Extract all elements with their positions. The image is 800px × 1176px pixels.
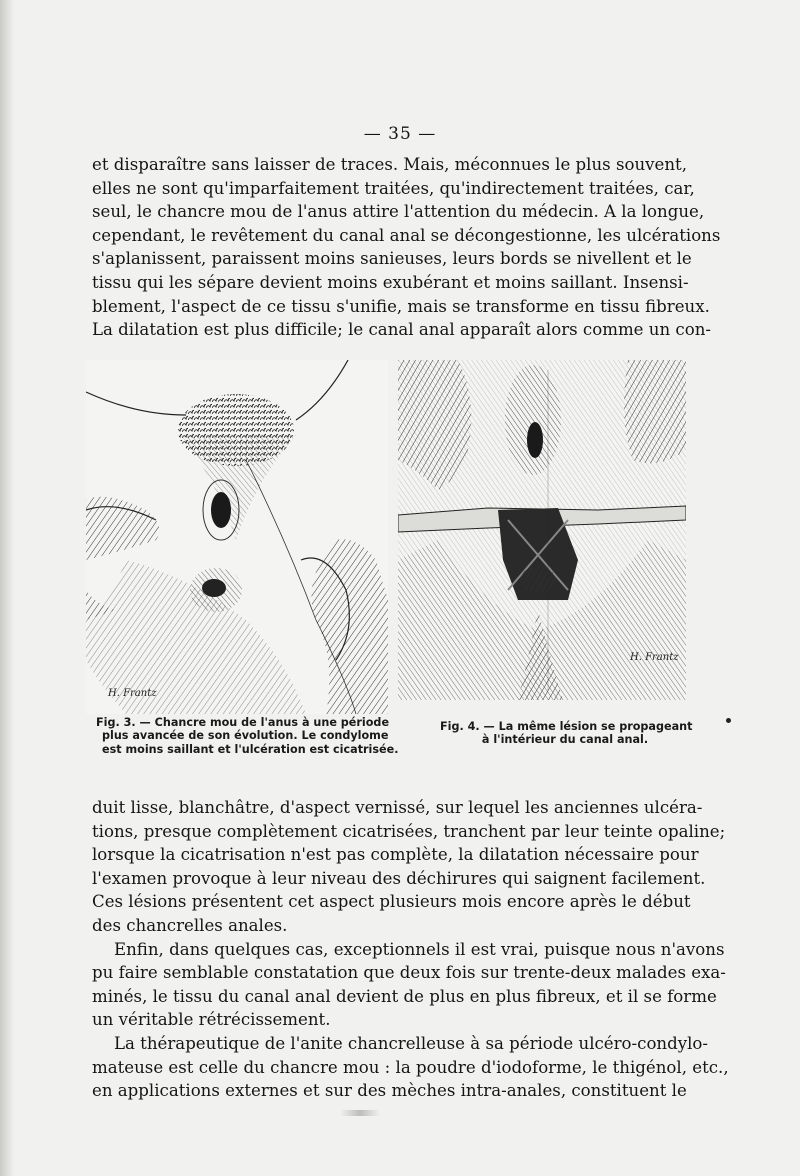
text-line: cependant, le revêtement du canal anal se décongestionne, les ulcérations (92, 225, 721, 245)
text-line: blement, l'aspect de ce tissu s'unifie, mais se transforme en tissu fibreux. (92, 296, 710, 316)
text-line: duit lisse, blanchâtre, d'aspect vernissé, sur lequel les anciennes ulcéra- (92, 798, 703, 817)
text-line: pu faire semblable constatation que deux fois sur trente-deux malades exa- (92, 963, 726, 983)
text-line: lorsque la cicatrisation n'est pas complète, la dilatation nécessaire pour (92, 845, 699, 865)
text-line: minés, le tissu du canal anal devient de plus en plus fibreux, et il se forme (92, 986, 717, 1006)
caption-line: à l'intérieur du canal anal. (481, 733, 649, 747)
text-line: elles ne sont qu'imparfaitement traitées, qu'indirectement traitées, car, (92, 178, 695, 198)
text-line: tissu qui les sépare devient moins exubérant et moins saillant. Insensi- (92, 272, 689, 292)
text-line: et disparaître sans laisser de traces. Mais, méconnues le plus souvent, (92, 155, 687, 174)
text-line: des chancrelles anales. (92, 915, 288, 935)
caption-line: plus avancée de son évolution. Le condylome (102, 729, 389, 743)
text-line: seul, le chancre mou de l'anus attire l'attention du médecin. A la longue, (92, 202, 705, 222)
text-line: Ces lésions présentent cet aspect plusieurs mois encore après le début (92, 892, 691, 912)
text-line: tions, presque complètement cicatrisées, tranchent par leur teinte opaline; (92, 821, 726, 841)
page-edge-shadow (0, 0, 14, 1176)
figure-3-illustration (86, 360, 388, 714)
figure-4-illustration (398, 360, 686, 700)
scan-smudge (340, 1110, 380, 1116)
figure-3-signature: H. Frantz (108, 688, 157, 699)
ink-dot (726, 718, 731, 723)
text-line: La thérapeutique de l'anite chancrelleuse à sa période ulcéro-condylo- (114, 1033, 709, 1053)
figure-4-caption (440, 720, 693, 747)
paragraph-top (92, 153, 721, 342)
page-number: — 35 — (363, 124, 437, 144)
paragraph-bottom (92, 796, 729, 1103)
text-line: l'examen provoque à leur niveau des déchirures qui saignent facilement. (92, 868, 706, 888)
text-line: en applications externes et sur des mèches intra-anales, constituent le (92, 1081, 687, 1101)
figure-4-signature: H. Frantz (630, 652, 679, 663)
caption-line: est moins saillant et l'ulcération est cicatrisée. (102, 742, 399, 756)
figure-3-caption (96, 716, 399, 756)
text-line: un véritable rétrécissement. (92, 1010, 331, 1030)
text-line: Enfin, dans quelques cas, exceptionnels il est vrai, puisque nous n'avons (114, 939, 725, 959)
text-line: s'aplanissent, paraissent moins sanieuses, leurs bords se nivellent et le (92, 249, 692, 269)
text-line: mateuse est celle du chancre mou : la poudre d'iodoforme, le thigénol, etc., (92, 1057, 729, 1077)
text-line: La dilatation est plus difficile; le canal anal apparaît alors comme un con- (92, 320, 712, 340)
caption-line: Fig. 4. — La même lésion se propageant (440, 720, 693, 733)
caption-line: Fig. 3. — Chancre mou de l'anus à une période (96, 716, 390, 729)
